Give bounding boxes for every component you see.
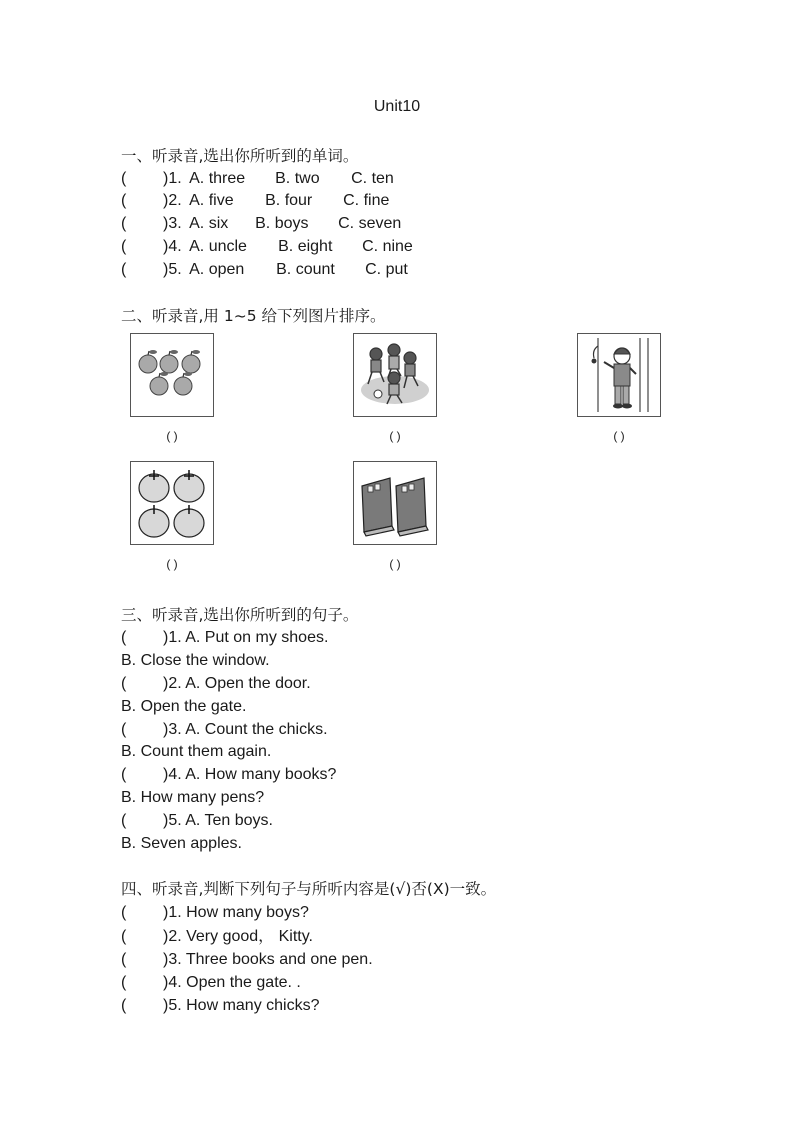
question-number: )2.	[163, 192, 182, 209]
answer-blank-4: ( )	[166, 557, 178, 571]
option-a: A. open	[189, 261, 245, 278]
statement: )4. Open the gate. .	[163, 974, 301, 991]
option-b: B. count	[276, 261, 335, 278]
option-a: A. six	[189, 215, 229, 232]
open-paren: (	[121, 261, 127, 278]
section3-question-2-b: B. Open the gate.	[121, 698, 247, 715]
two-books-icon	[354, 462, 436, 544]
section3-question-1-b: B. Close the window.	[121, 652, 270, 669]
picture-4	[130, 461, 214, 545]
option-c: C. put	[365, 261, 408, 278]
option-c: C. seven	[338, 215, 402, 232]
option-a: )1. A. Put on my shoes.	[163, 629, 329, 646]
open-paren: (	[121, 629, 127, 646]
open-paren: (	[121, 192, 127, 209]
open-paren: (	[121, 675, 127, 692]
section3-question-5-b: B. Seven apples.	[121, 835, 242, 852]
section1-question-3	[121, 214, 401, 234]
section4-question-2	[121, 927, 313, 947]
answer-blank-3: ( )	[613, 429, 625, 443]
section3-question-4-b: B. How many pens?	[121, 789, 265, 806]
open-paren: (	[121, 721, 127, 738]
section1-question-4	[121, 237, 413, 257]
children-playing-icon	[354, 334, 436, 416]
section1-question-1	[121, 169, 394, 189]
statement: )1. How many boys?	[163, 904, 309, 921]
option-b: B. boys	[255, 215, 309, 232]
question-number: )3.	[163, 215, 182, 232]
statement: )5. How many chicks?	[163, 997, 320, 1014]
open-paren: (	[121, 812, 127, 829]
open-paren: (	[121, 170, 127, 187]
section4-question-4	[121, 973, 301, 993]
four-apples-icon	[131, 462, 213, 544]
page-title: Unit10	[373, 98, 421, 115]
option-a: A. five	[189, 192, 234, 209]
answer-blank-5: ( )	[389, 557, 401, 571]
option-a: )3. A. Count the chicks.	[163, 721, 328, 738]
section1-question-5	[121, 260, 408, 280]
open-paren: (	[121, 766, 127, 783]
option-a: )2. A. Open the door.	[163, 675, 311, 692]
open-paren: (	[121, 238, 127, 255]
option-b: B. four	[265, 192, 313, 209]
section3-question-1-a	[121, 628, 328, 648]
picture-3	[577, 333, 661, 417]
question-number: )5.	[163, 261, 182, 278]
answer-blank-1: ( )	[166, 429, 178, 443]
five-apples-icon	[131, 334, 213, 416]
statement: )2. Very good， Kitty.	[163, 928, 313, 945]
option-a: A. uncle	[189, 238, 247, 255]
picture-5	[353, 461, 437, 545]
answer-blank-2: ( )	[389, 429, 401, 443]
open-paren: (	[121, 928, 127, 945]
option-b: B. two	[275, 170, 320, 187]
option-c: C. fine	[343, 192, 390, 209]
section4-question-5	[121, 996, 320, 1016]
open-paren: (	[121, 215, 127, 232]
section3-question-4-a	[121, 765, 336, 785]
option-a: A. three	[189, 170, 246, 187]
option-b: B. eight	[278, 238, 333, 255]
question-number: )1.	[163, 170, 182, 187]
girl-at-door-icon	[578, 334, 660, 416]
picture-2	[353, 333, 437, 417]
statement: )3. Three books and one pen.	[163, 951, 373, 968]
open-paren: (	[121, 997, 127, 1014]
section3-heading: 三、听录音,选出你所听到的句子。	[121, 606, 359, 624]
section1-question-2	[121, 191, 389, 211]
option-c: C. nine	[362, 238, 413, 255]
section1-heading: 一、听录音,选出你所听到的单词。	[121, 147, 359, 165]
section4-heading: 四、听录音,判断下列句子与所听内容是(√)否(X)一致。	[121, 880, 497, 898]
section4-question-3	[121, 950, 373, 970]
section3-question-3-a	[121, 720, 328, 740]
question-number: )4.	[163, 238, 182, 255]
open-paren: (	[121, 974, 127, 991]
option-a: )5. A. Ten boys.	[163, 812, 273, 829]
section3-question-3-b: B. Count them again.	[121, 743, 272, 760]
picture-1	[130, 333, 214, 417]
open-paren: (	[121, 951, 127, 968]
section2-heading: 二、听录音,用 1~5 给下列图片排序。	[121, 307, 386, 325]
section3-question-2-a	[121, 674, 311, 694]
section3-question-5-a	[121, 811, 273, 831]
section4-question-1	[121, 903, 309, 923]
option-c: C. ten	[351, 170, 394, 187]
open-paren: (	[121, 904, 127, 921]
option-a: )4. A. How many books?	[163, 766, 337, 783]
